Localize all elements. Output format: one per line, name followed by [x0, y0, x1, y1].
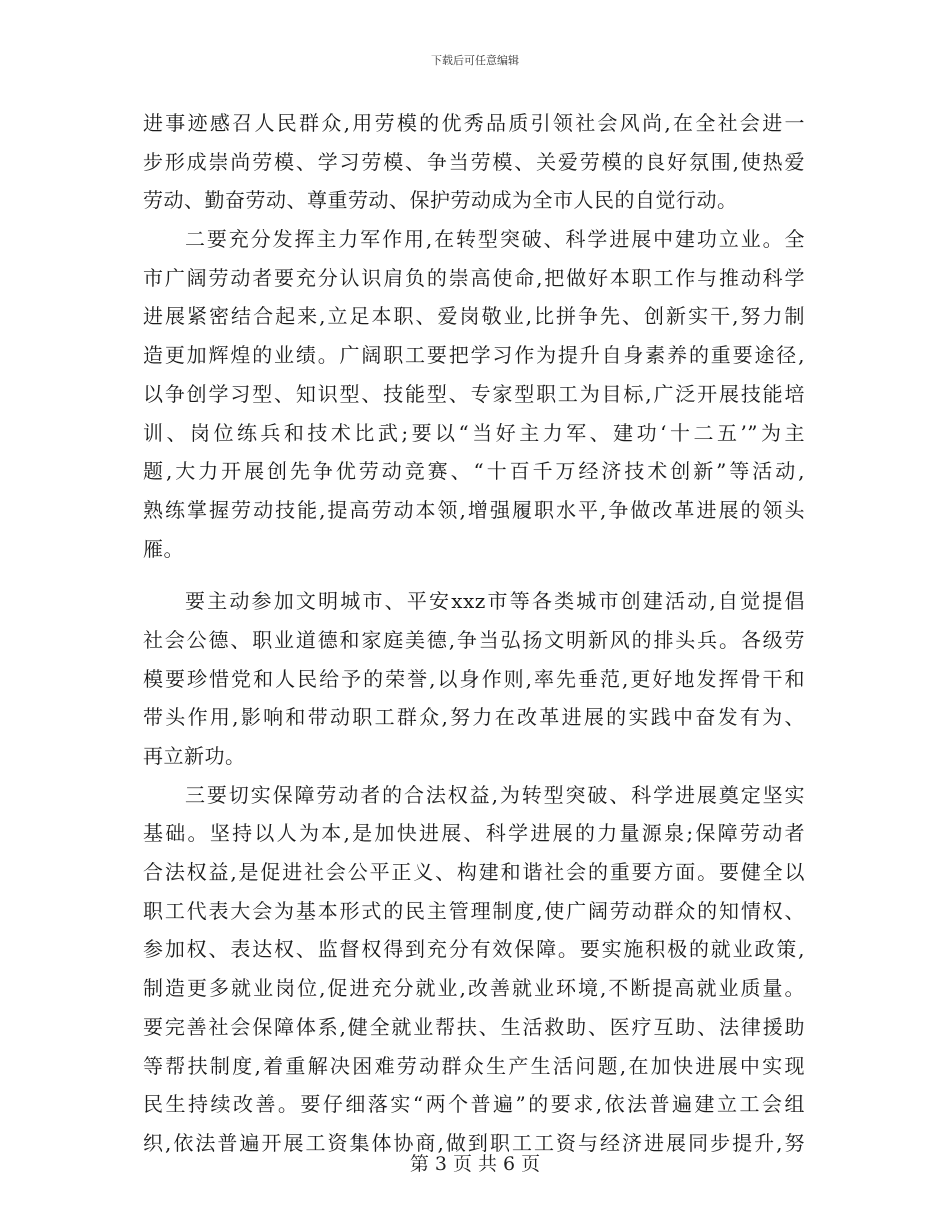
text-line: 题,大力开展创先争优劳动竞赛、“十百千万经济技术创新”等活动,: [143, 459, 805, 484]
text-line: 熟练掌握劳动技能,提高劳动本领,增强履职水平,争做改革进展的领头: [143, 497, 805, 522]
text-line: 民生持续改善。要仔细落实“两个普遍”的要求,依法普遍建立工会组: [143, 1092, 805, 1117]
text-line: 雁。: [143, 536, 184, 561]
paragraph-gap: [143, 568, 805, 582]
paragraph: [143, 220, 805, 568]
text-line: 要主动参加文明城市、平安xxz市等各类城市创建活动,自觉提倡: [185, 589, 805, 614]
document-body: [143, 104, 805, 1163]
text-line: 造更加辉煌的业绩。广阔职工要把学习作为提升自身素养的重要途径,: [143, 343, 805, 368]
text-line: 参加权、表达权、监督权得到充分有效保障。要实施积极的就业政策,: [143, 937, 805, 962]
text-line: 模要珍惜党和人民给予的荣誉,以身作则,率先垂范,更好地发挥骨干和: [143, 666, 805, 691]
text-line: 基础。坚持以人为本,是加快进展、科学进展的力量源泉;保障劳动者: [143, 821, 805, 846]
text-line: 市广阔劳动者要充分认识肩负的崇高使命,把做好本职工作与推动科学: [143, 265, 805, 290]
text-line: 步形成崇尚劳模、学习劳模、争当劳模、关爱劳模的良好氛围,使热爱: [143, 149, 805, 174]
text-line: 织,依法普遍开展工资集体协商,做到职工工资与经济进展同步提升,努: [143, 1130, 805, 1155]
text-line: 制造更多就业岗位,促进充分就业,改善就业环境,不断提高就业质量。: [143, 976, 805, 1001]
paragraph: [143, 582, 805, 775]
page-header: 下载后可任意编辑: [431, 54, 519, 67]
paragraph: [143, 104, 805, 220]
text-line: 训、岗位练兵和技术比武;要以“当好主力军、建功‘十二五’”为主: [143, 420, 805, 445]
text-line: 等帮扶制度,着重解决困难劳动群众生产生活问题,在加快进展中实现: [143, 1053, 805, 1078]
page-number-footer: 第 3 页 共 6 页: [409, 1153, 541, 1175]
text-line: 劳动、勤奋劳动、尊重劳动、保护劳动成为全市人民的自觉行动。: [143, 188, 738, 213]
paragraph: [143, 776, 805, 1163]
text-line: 以争创学习型、知识型、技能型、专家型职工为目标,广泛开展技能培: [143, 381, 805, 406]
text-line: 三要切实保障劳动者的合法权益,为转型突破、科学进展奠定坚实: [185, 782, 805, 807]
text-line: 要完善社会保障体系,健全就业帮扶、生活救助、医疗互助、法律援助: [143, 1014, 805, 1039]
text-line: 进事迹感召人民群众,用劳模的优秀品质引领社会风尚,在全社会进一: [143, 111, 805, 135]
text-line: 合法权益,是促进社会公平正义、构建和谐社会的重要方面。要健全以: [143, 860, 805, 885]
text-line: 带头作用,影响和带动职工群众,努力在改革进展的实践中奋发有为、: [143, 705, 805, 730]
text-line: 再立新功。: [143, 744, 246, 768]
text-line: 职工代表大会为基本形式的民主管理制度,使广阔劳动群众的知情权、: [143, 898, 805, 923]
text-line: 社会公德、职业道德和家庭美德,争当弘扬文明新风的排头兵。各级劳: [143, 627, 805, 652]
text-line: 进展紧密结合起来,立足本职、爱岗敬业,比拼争先、创新实干,努力制: [143, 304, 805, 329]
text-line: 二要充分发挥主力军作用,在转型突破、科学进展中建功立业。全: [185, 227, 805, 252]
